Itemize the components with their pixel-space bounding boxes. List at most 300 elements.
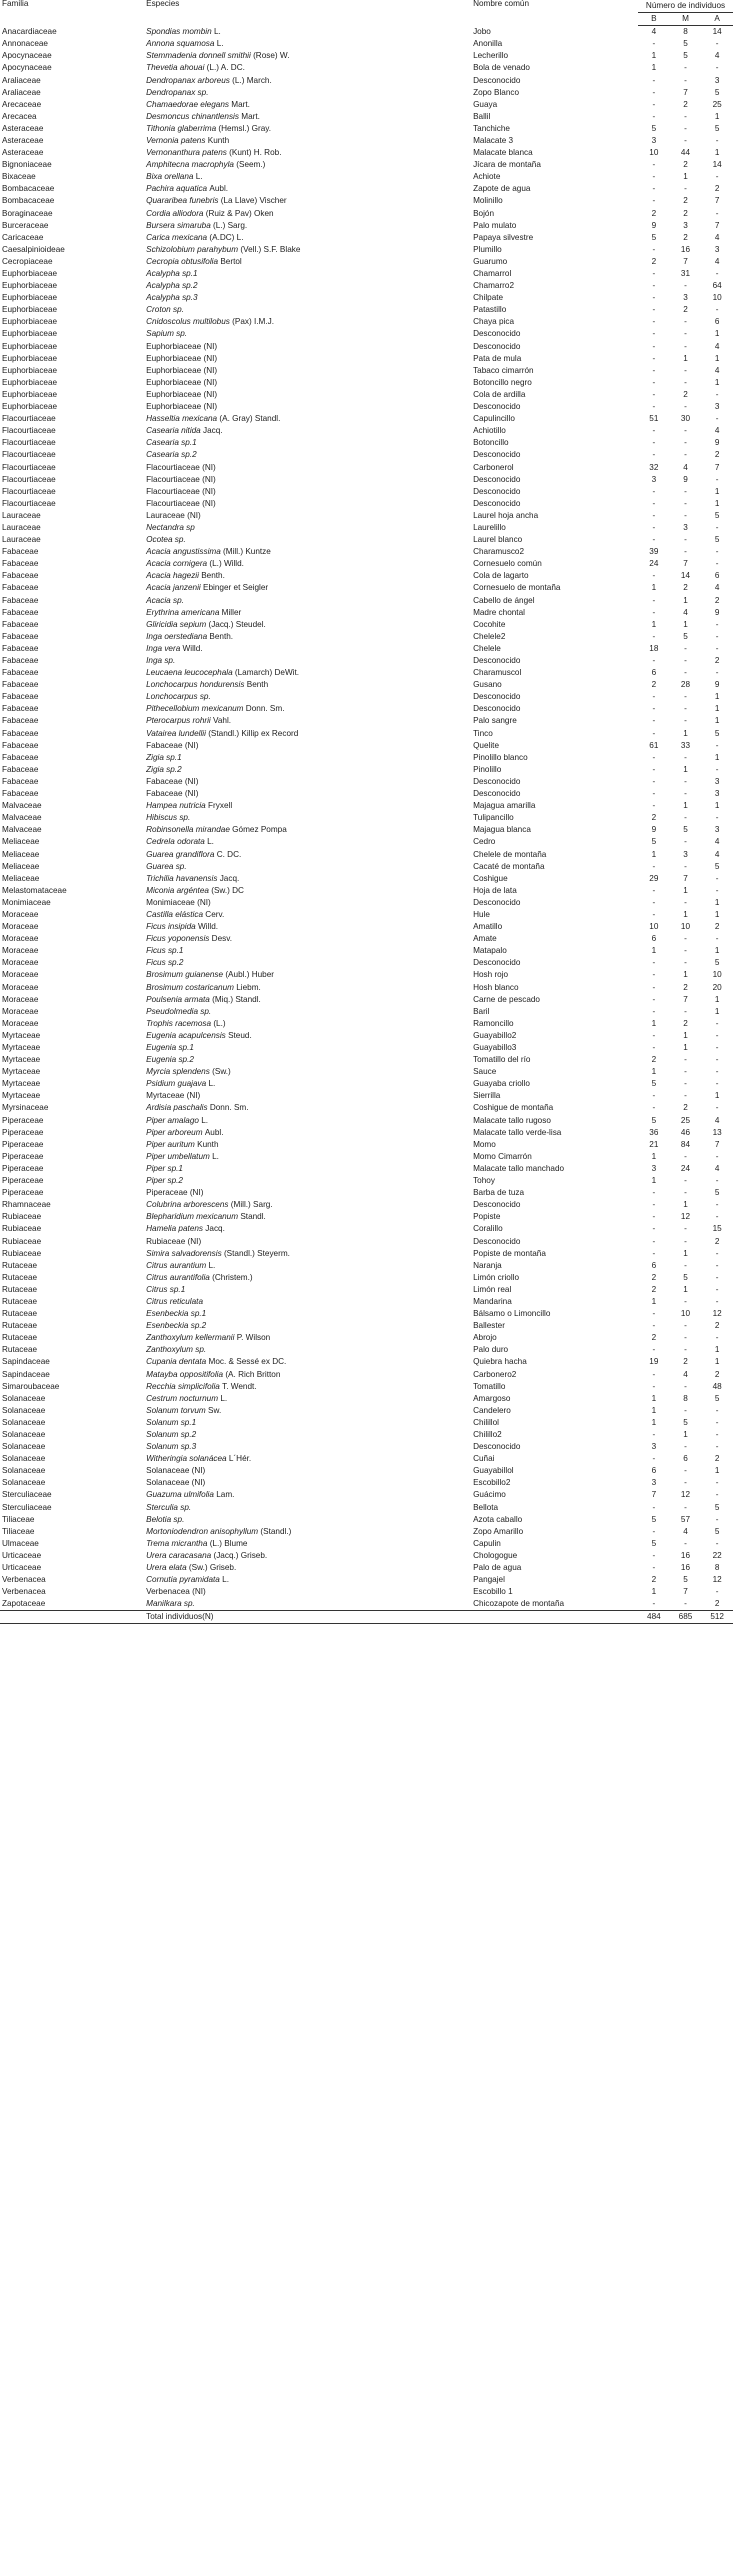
cell-nombre-comun: Patastillo	[473, 305, 507, 315]
cell-especie	[144, 1344, 471, 1356]
cell-familia: Moraceae	[2, 958, 39, 968]
cell-familia: Araliaceae	[2, 87, 41, 97]
cell-nombre-comun: Achiotillo	[473, 426, 506, 436]
cell-a: 4	[714, 232, 720, 242]
cell-b: -	[652, 885, 656, 895]
cell-a: 1	[714, 994, 720, 1004]
cell-b: -	[652, 184, 656, 194]
cell-nombre-comun: Cornesuelo común	[473, 559, 542, 569]
cell-m: 44	[680, 148, 691, 158]
cell-familia: Meliaceae	[2, 849, 40, 859]
cell-a: -	[715, 885, 719, 895]
cell-a: -	[715, 135, 719, 145]
cell-a: 4	[714, 256, 720, 266]
cell-b: -	[652, 692, 656, 702]
cell-b: 10	[649, 922, 659, 932]
table-row	[0, 1199, 733, 1211]
table-row	[0, 304, 733, 316]
cell-familia: Bixaceae	[2, 172, 36, 182]
cell-nombre-comun: Amate	[473, 934, 497, 944]
table-row	[0, 994, 733, 1006]
cell-m: 5	[683, 1417, 688, 1427]
species-name: Acalypha sp.1	[146, 269, 198, 278]
cell-a: 1	[714, 353, 720, 363]
cell-familia: Fabaceae	[2, 716, 39, 726]
cell-b: 2	[651, 680, 657, 690]
cell-b: -	[652, 776, 656, 786]
cell-m: -	[684, 1296, 687, 1306]
cell-m: 5	[683, 1272, 688, 1282]
cell-a: 22	[712, 1550, 722, 1560]
cell-b: 1	[651, 1296, 657, 1306]
cell-especie	[144, 232, 471, 244]
species-author: (L.) A. DC.	[206, 63, 245, 73]
cell-m: -	[684, 668, 687, 678]
cell-especie	[144, 1526, 471, 1538]
cell-b: -	[652, 1212, 656, 1222]
cell-b: 6	[651, 934, 657, 944]
cell-m: -	[684, 1006, 687, 1016]
cell-familia: Asteraceae	[2, 123, 44, 133]
table-row	[0, 87, 733, 99]
cell-a: 1	[714, 909, 720, 919]
species-name: Miconia argéntea	[146, 885, 209, 895]
cell-familia: Fabaceae	[2, 704, 39, 714]
cell-m: 1	[683, 172, 688, 182]
cell-m: 3	[683, 522, 688, 532]
species-name: Cecropia obtusifolia	[146, 256, 219, 266]
cell-nombre-comun: Cedro	[473, 837, 496, 847]
species-author: Willd.	[182, 643, 203, 653]
cell-b: -	[652, 498, 656, 508]
cell-a: 5	[714, 1393, 720, 1403]
cell-b: -	[652, 1345, 656, 1355]
cell-b: -	[652, 1188, 656, 1198]
cell-m: 1	[683, 1030, 688, 1040]
species-author: Ebinger et Seigler	[203, 583, 269, 593]
cell-m: -	[684, 1188, 687, 1198]
cell-a: 10	[712, 970, 722, 980]
cell-m: -	[684, 837, 687, 847]
cell-familia: Moraceae	[2, 934, 39, 944]
cell-a: 3	[714, 75, 720, 85]
cell-especie	[144, 26, 471, 39]
cell-familia: Rutaceae	[2, 1345, 38, 1355]
cell-b: -	[652, 402, 656, 412]
table-row	[0, 1260, 733, 1272]
cell-b: 7	[651, 1490, 657, 1500]
species-author: T. Wendt.	[222, 1381, 257, 1391]
cell-a: -	[715, 934, 719, 944]
cell-familia: Lauraceae	[2, 535, 41, 545]
cell-especie	[144, 861, 471, 873]
species-author: Mart.	[241, 111, 260, 121]
species-name: Ficus insipida	[146, 922, 196, 932]
species-author: (A. Rich Britton	[225, 1369, 281, 1379]
table-row	[0, 619, 733, 631]
species-name: Hampea nutricia	[146, 801, 206, 811]
cell-a: 1	[714, 1345, 720, 1355]
cell-nombre-comun: Desconocido	[473, 1200, 521, 1210]
cell-nombre-comun: Palo sangre	[473, 716, 517, 726]
species-name: Recchia simplicifolia	[146, 1381, 220, 1391]
cell-m: 1	[683, 1200, 688, 1210]
species-author: (Lamarch) DeWit.	[234, 668, 300, 678]
cell-familia: Fabaceae	[2, 571, 39, 581]
cell-nombre-comun: Hosh rojo	[473, 970, 509, 980]
cell-a: 1	[714, 486, 720, 496]
cell-a: 4	[714, 51, 720, 61]
cell-familia: Piperaceae	[2, 1115, 44, 1125]
table-row	[0, 982, 733, 994]
cell-nombre-comun: Desconocido	[473, 958, 521, 968]
cell-b: -	[652, 426, 656, 436]
species-author: Kunth	[207, 135, 230, 145]
header-familia: Familia	[2, 0, 29, 8]
species-author: Bertol	[220, 256, 242, 266]
cell-a: 5	[714, 123, 720, 133]
cell-m: -	[684, 438, 687, 448]
cell-b: -	[652, 982, 656, 992]
cell-a: 1	[714, 1466, 720, 1476]
cell-especie	[144, 1175, 471, 1187]
cell-b: -	[652, 377, 656, 387]
cell-nombre-comun: Chilillol	[473, 1417, 499, 1427]
cell-familia: Meliaceae	[2, 837, 40, 847]
cell-familia: Fabaceae	[2, 789, 39, 799]
cell-m: -	[684, 402, 687, 412]
cell-especie	[144, 38, 471, 50]
cell-b: -	[652, 172, 656, 182]
cell-nombre-comun: Hosh blanco	[473, 982, 519, 992]
cell-m: 14	[680, 571, 691, 581]
cell-nombre-comun: Papaya silvestre	[473, 232, 534, 242]
table-row	[0, 1429, 733, 1441]
cell-b: 1	[651, 1067, 657, 1077]
table-row	[0, 897, 733, 909]
cell-familia: Ulmaceae	[2, 1538, 39, 1548]
cell-a: 5	[714, 861, 720, 871]
cell-b: -	[652, 450, 656, 460]
cell-nombre-comun: Cacaté de montaña	[473, 861, 545, 871]
cell-especie	[144, 50, 471, 62]
table-row	[0, 377, 733, 389]
cell-b: -	[652, 196, 656, 206]
cell-familia: Piperaceae	[2, 1163, 44, 1173]
species-name: Esenbeckia sp.1	[146, 1309, 207, 1319]
cell-m: 1	[683, 353, 688, 363]
cell-b: -	[652, 656, 656, 665]
cell-b: 3	[651, 1442, 657, 1452]
cell-m: 7	[683, 994, 688, 1004]
cell-nombre-comun: Chologogue	[473, 1550, 518, 1560]
table-row	[0, 1163, 733, 1175]
table-row	[0, 183, 733, 195]
cell-especie	[144, 1223, 471, 1235]
cell-a: 1	[714, 377, 720, 387]
cell-nombre-comun: Malacate tallo rugoso	[473, 1115, 551, 1125]
species-name: Acacia cornigera	[146, 559, 208, 569]
table-row	[0, 510, 733, 522]
species-author: Willd.	[198, 922, 219, 932]
cell-especie	[144, 449, 471, 461]
cell-m: 7	[683, 559, 688, 569]
species-name: Trema micrantha	[146, 1538, 208, 1548]
table-row	[0, 1175, 733, 1187]
cell-b: -	[652, 1550, 656, 1560]
species-name: Piper sp.2	[146, 1176, 183, 1186]
table-row	[0, 873, 733, 885]
cell-nombre-comun: Desconocido	[473, 1442, 521, 1452]
cell-especie: Flacourtiaceae (NI)	[146, 474, 216, 484]
cell-m: -	[684, 897, 687, 907]
cell-nombre-comun: Zapote de agua	[473, 184, 531, 194]
table-row	[0, 1042, 733, 1054]
species-name: Castilla elástica	[146, 909, 204, 919]
cell-nombre-comun: Achiote	[473, 172, 501, 182]
cell-m: -	[684, 643, 687, 653]
species-name: Citrus reticulata	[146, 1296, 204, 1306]
cell-a: 5	[714, 1188, 720, 1198]
table-row	[0, 1586, 733, 1598]
cell-m: -	[684, 535, 687, 545]
cell-nombre-comun: Majagua blanca	[473, 825, 531, 835]
cell-especie	[144, 1550, 471, 1562]
cell-familia: Zapotaceae	[2, 1599, 46, 1609]
table-row	[0, 75, 733, 87]
species-name: Witheringia solanácea	[146, 1454, 227, 1464]
cell-m: 8	[683, 1393, 688, 1403]
cell-nombre-comun: Bálsamo o Limoncillo	[473, 1309, 551, 1319]
cell-nombre-comun: Desconocido	[473, 474, 521, 484]
species-name: Esenbeckia sp.2	[146, 1321, 207, 1331]
cell-nombre-comun: Coshigue	[473, 873, 508, 883]
table-row	[0, 1296, 733, 1308]
cell-especie	[144, 885, 471, 897]
cell-nombre-comun: Azota caballo	[473, 1514, 523, 1524]
cell-familia: Fabaceae	[2, 692, 39, 702]
cell-b: -	[652, 365, 656, 375]
cell-especie	[144, 329, 471, 341]
cell-familia: Flacourtiaceae	[2, 462, 56, 472]
cell-nombre-comun: Quiebra hacha	[473, 1357, 527, 1367]
species-name: Amphitecna macrophyla	[146, 160, 234, 170]
cell-familia: Malvaceae	[2, 813, 42, 823]
cell-especie	[144, 800, 471, 812]
cell-especie	[144, 1296, 471, 1308]
cell-m: -	[684, 1538, 687, 1548]
cell-m: 2	[683, 160, 688, 170]
table-row	[0, 800, 733, 812]
cell-m: -	[684, 281, 687, 291]
cell-familia: Fabaceae	[2, 619, 39, 629]
cell-especie	[144, 1538, 471, 1550]
cell-nombre-comun: Ramoncillo	[473, 1018, 514, 1028]
cell-especie	[144, 1320, 471, 1332]
cell-familia: Myrtaceae	[2, 1043, 41, 1052]
species-name: Spondias mombin	[146, 26, 212, 36]
cell-a: 2	[714, 1454, 720, 1464]
cell-m: -	[684, 1055, 687, 1065]
cell-especie	[144, 425, 471, 437]
cell-nombre-comun: Charamusco2	[473, 547, 525, 557]
cell-nombre-comun: Palo de agua	[473, 1563, 522, 1573]
cell-nombre-comun: Malacate tallo verde-lisa	[473, 1127, 562, 1137]
cell-b: 5	[651, 123, 657, 133]
cell-nombre-comun: Carne de pescado	[473, 994, 540, 1004]
cell-especie	[144, 62, 471, 74]
cell-familia: Flacourtiaceae	[2, 450, 56, 460]
cell-especie	[144, 933, 471, 945]
table-row	[0, 1103, 733, 1115]
table-row	[0, 1417, 733, 1429]
species-name: Inga vera	[146, 643, 181, 653]
table-row	[0, 1236, 733, 1248]
cell-especie	[144, 316, 471, 328]
cell-a: -	[715, 389, 719, 399]
cell-m: 1	[683, 970, 688, 980]
cell-m: 3	[683, 220, 688, 230]
species-author: L.	[216, 39, 224, 49]
cell-m: -	[684, 1321, 687, 1331]
cell-a: -	[715, 414, 719, 424]
cell-b: 9	[651, 825, 657, 835]
cell-especie: Euphorbiaceae (NI)	[146, 353, 218, 363]
cell-especie	[144, 1562, 471, 1574]
cell-m: 2	[683, 982, 688, 992]
species-name: Brosimum guianense	[146, 970, 224, 980]
species-name: Acalypha sp.3	[146, 293, 198, 303]
cell-especie	[144, 1151, 471, 1163]
species-name: Lonchocarpus hondurensis	[146, 680, 245, 690]
cell-m: 16	[680, 1550, 691, 1560]
cell-nombre-comun: Palo mulato	[473, 220, 517, 230]
cell-familia: Boraginaceae	[2, 208, 53, 218]
table-row	[0, 220, 733, 232]
cell-b: -	[652, 1454, 656, 1464]
cell-b: -	[652, 1309, 656, 1319]
cell-m: 5	[683, 51, 688, 61]
table-row	[0, 413, 733, 425]
cell-especie	[144, 655, 471, 667]
cell-familia: Tiliaceae	[2, 1514, 35, 1524]
cell-familia: Solanaceae	[2, 1454, 46, 1464]
cell-familia: Rutaceae	[2, 1260, 38, 1270]
table-row	[0, 1538, 733, 1550]
table-row	[0, 546, 733, 558]
species-author: Vahl.	[213, 716, 232, 726]
cell-m: -	[684, 1333, 687, 1343]
cell-nombre-comun: Coralillo	[473, 1224, 503, 1234]
cell-especie	[144, 1248, 471, 1260]
species-name: Eugenia acapulcensis	[146, 1030, 226, 1040]
species-name: Blepharidium mexicanum	[146, 1212, 239, 1222]
cell-especie: Euphorbiaceae (NI)	[146, 402, 218, 412]
table-row	[0, 268, 733, 280]
cell-b: -	[652, 1381, 656, 1391]
cell-m: 2	[683, 1018, 688, 1028]
species-name: Brosimum costaricanum	[146, 982, 234, 992]
cell-nombre-comun: Pata de mula	[473, 353, 522, 363]
cell-nombre-comun: Chaya pica	[473, 317, 515, 327]
species-name: Solanum sp.3	[146, 1442, 197, 1452]
cell-b: -	[652, 244, 656, 254]
cell-familia: Rubiaceae	[2, 1224, 42, 1234]
species-name: Pseudolmedia sp.	[146, 1006, 212, 1016]
cell-a: -	[715, 813, 719, 823]
cell-b: -	[652, 1321, 656, 1331]
cell-b: 1	[651, 1587, 657, 1597]
cell-familia: Myrtaceae	[2, 1055, 41, 1065]
species-name: Croton sp.	[146, 305, 184, 315]
species-name: Cnidoscolus multilobus	[146, 317, 230, 327]
cell-a: 3	[714, 244, 720, 254]
cell-especie	[144, 1115, 471, 1127]
table-row	[0, 776, 733, 788]
species-name: Mortoniodendron anisophyllum	[146, 1526, 259, 1536]
cell-especie	[144, 836, 471, 848]
cell-nombre-comun: Pinolillo blanco	[473, 752, 528, 762]
species-author: Kunth	[197, 1139, 219, 1149]
species-author: (Sw.)	[212, 1067, 231, 1077]
cell-b: 1	[651, 946, 657, 956]
cell-especie	[144, 123, 471, 135]
cell-especie	[144, 873, 471, 885]
cell-nombre-comun: Desconocido	[473, 450, 521, 460]
table-row	[0, 788, 733, 800]
cell-m: 7	[683, 1587, 688, 1597]
cell-m: 7	[683, 873, 688, 883]
cell-m: 25	[680, 1115, 691, 1125]
table-row	[0, 389, 733, 401]
cell-especie	[144, 1054, 471, 1066]
cell-a: 5	[714, 87, 720, 97]
species-author: L.	[208, 1079, 216, 1089]
cell-b: -	[652, 87, 656, 97]
species-author: (Vell.) S.F. Blake	[240, 244, 301, 254]
table-row	[0, 1550, 733, 1562]
cell-b: 5	[651, 1115, 657, 1125]
species-author: Fryxell	[208, 801, 233, 811]
table-row	[0, 99, 733, 111]
cell-especie	[144, 619, 471, 631]
cell-a: 5	[714, 728, 720, 738]
cell-m: -	[684, 329, 687, 339]
cell-familia: Euphorbiaceae	[2, 317, 58, 327]
cell-b: 3	[651, 474, 657, 484]
cell-nombre-comun: Malacate tallo manchado	[473, 1163, 565, 1173]
cell-m: 1	[683, 728, 688, 738]
cell-especie	[144, 1429, 471, 1441]
cell-familia: Euphorbiaceae	[2, 281, 58, 291]
cell-a: 12	[712, 1575, 722, 1585]
cell-m: -	[684, 1466, 687, 1476]
cell-m: 5	[683, 39, 688, 49]
cell-m: -	[684, 704, 687, 714]
species-author: L.	[208, 1260, 216, 1270]
cell-familia: Piperaceae	[2, 1139, 44, 1149]
cell-m: -	[684, 1345, 687, 1355]
cell-b: 61	[649, 740, 659, 750]
table-row	[0, 1272, 733, 1284]
cell-b: 5	[651, 232, 657, 242]
cell-familia: Rutaceae	[2, 1321, 38, 1331]
cell-especie	[144, 196, 471, 208]
cell-m: -	[684, 486, 687, 496]
species-author: Moc. & Sessé ex DC.	[208, 1357, 287, 1367]
table-row	[0, 1090, 733, 1102]
cell-familia: Caesalpinioideae	[2, 244, 65, 254]
